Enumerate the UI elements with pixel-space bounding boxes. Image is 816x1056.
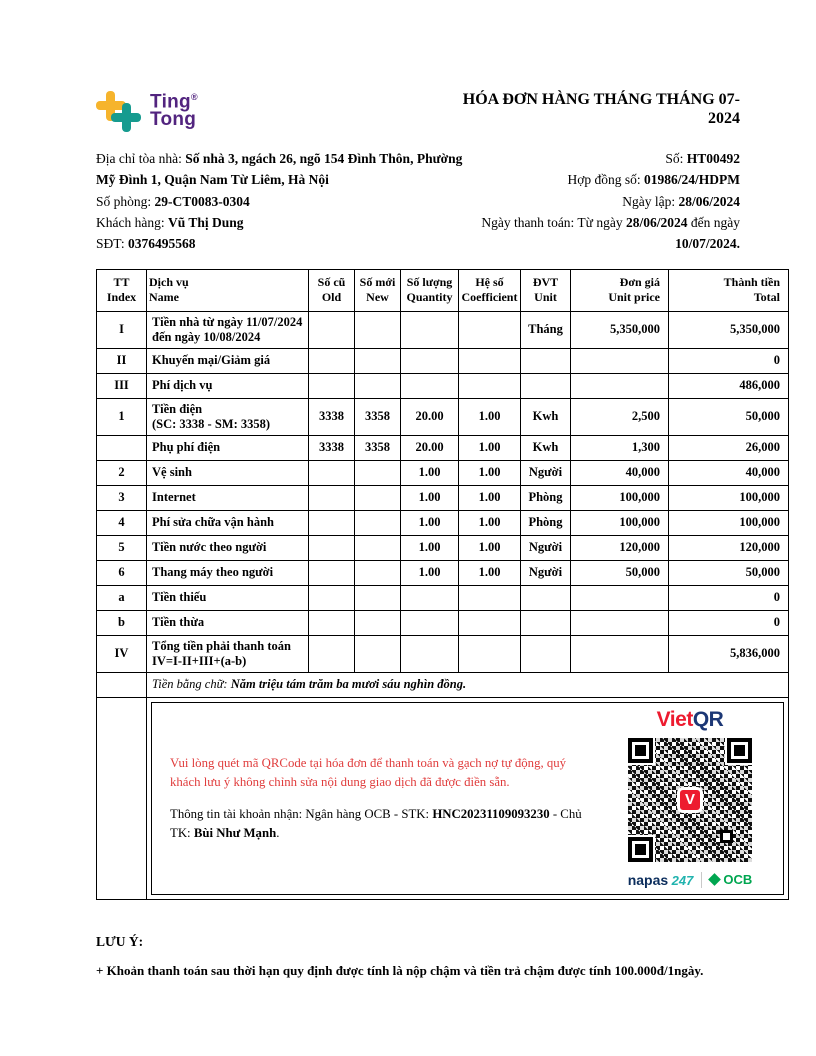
cell-new — [355, 348, 401, 373]
service-name: Tiền thiếu — [152, 590, 207, 605]
cell-coefficient: 1.00 — [459, 398, 521, 435]
table-row — [97, 535, 789, 560]
cell-total: 0 — [669, 610, 789, 635]
cell-tt: 3 — [97, 485, 147, 510]
payment-to: 10/07/2024. — [675, 236, 740, 252]
cell-name — [147, 610, 309, 635]
col-header-old: Số cũ Old — [309, 269, 355, 311]
cell-new: 3358 — [355, 435, 401, 460]
late-payment-note: + Khoản thanh toán sau thời hạn quy định được tính là nộp chậm và tiền trả chậm được tính 100.000đ/1ngày. — [96, 962, 704, 978]
cell-total: 486,000 — [669, 373, 789, 398]
cell-old — [309, 535, 355, 560]
cell-coefficient — [459, 610, 521, 635]
table-row — [97, 348, 789, 373]
cell-old: 3338 — [309, 435, 355, 460]
cell-unit — [521, 610, 571, 635]
address-value: Số nhà 3, ngách 26, ngõ 154 Đình Thôn, Phường Mỹ Đình 1, Quận Nam Từ Liêm, Hà Nội — [96, 151, 463, 188]
col-header-quantity: Số lượng Quantity — [401, 269, 459, 311]
cell-quantity — [401, 348, 459, 373]
amount-in-words-cell — [147, 672, 789, 697]
phone-line — [96, 233, 468, 254]
payment-from: 28/06/2024 — [626, 214, 688, 230]
cell-unit: Người — [521, 560, 571, 585]
cell-old — [309, 485, 355, 510]
service-name: Khuyến mại/Giảm giá — [152, 353, 271, 368]
col-header-new: Số mới New — [355, 269, 401, 311]
cell-quantity — [401, 373, 459, 398]
table-header-row — [97, 269, 789, 311]
table-row — [97, 485, 789, 510]
cell-name — [147, 435, 309, 460]
cell-old — [309, 585, 355, 610]
cell-total: 5,836,000 — [669, 635, 789, 672]
footer-notes — [96, 934, 788, 979]
service-name-line2: (SC: 3338 - SM: 3358) — [152, 416, 271, 431]
amount-in-words-row — [97, 672, 789, 697]
qr-account-info — [170, 805, 587, 842]
cell-name — [147, 585, 309, 610]
service-name: Tiền nước theo người — [152, 540, 267, 555]
cell-coefficient: 1.00 — [459, 535, 521, 560]
cell-old — [309, 311, 355, 348]
cell-tt: b — [97, 610, 147, 635]
napas-logo: napas 247 — [627, 871, 694, 888]
account-mid: - Chủ TK: — [170, 807, 582, 840]
table-row — [97, 435, 789, 460]
cell-quantity — [401, 585, 459, 610]
service-name: Tiền thừa — [152, 615, 205, 630]
cell-old — [309, 373, 355, 398]
qr-box — [151, 702, 784, 895]
cell-tt — [97, 435, 147, 460]
cell-tt: 2 — [97, 460, 147, 485]
qr-finder-bottom-left — [628, 837, 653, 862]
cell-unit: Kwh — [521, 435, 571, 460]
cell-quantity — [401, 311, 459, 348]
invoice-info — [96, 148, 788, 255]
cell-unit — [521, 635, 571, 672]
qr-finder-top-left — [628, 738, 653, 763]
cell-total: 50,000 — [669, 398, 789, 435]
qr-instructions — [152, 703, 605, 894]
qr-code — [623, 733, 757, 867]
cell-unit-price — [571, 373, 669, 398]
building-address-line — [96, 148, 468, 191]
ocb-logo — [710, 872, 752, 887]
col-header-unit: ĐVT Unit — [521, 269, 571, 311]
service-name: Thang máy theo người — [152, 565, 274, 580]
col-header-total: Thành tiền Total — [669, 269, 789, 311]
cell-unit — [521, 373, 571, 398]
table-row — [97, 560, 789, 585]
cell-new — [355, 311, 401, 348]
logo-word2: Tong — [150, 109, 197, 131]
cell-unit-price — [571, 610, 669, 635]
issue-date-label: Ngày lập: — [622, 193, 679, 209]
service-name-line2: IV=I-II+III+(a-b) — [152, 653, 247, 668]
cell-new — [355, 610, 401, 635]
cell-coefficient — [459, 373, 521, 398]
cell-total: 0 — [669, 585, 789, 610]
cell-name — [147, 311, 309, 348]
cell-unit — [521, 585, 571, 610]
cell-quantity: 1.00 — [401, 535, 459, 560]
table-row — [97, 460, 789, 485]
note-title: LƯU Ý: — [96, 933, 144, 949]
service-name: Vệ sinh — [152, 465, 192, 480]
cell-old: 3338 — [309, 398, 355, 435]
cell-new — [355, 510, 401, 535]
cell-name — [147, 635, 309, 672]
payment-period-line — [468, 212, 740, 255]
cell-tt-empty — [97, 697, 147, 899]
customer-label: Khách hàng: — [96, 214, 168, 230]
cell-name — [147, 510, 309, 535]
customer-value: Vũ Thị Dung — [167, 214, 244, 230]
cell-quantity: 1.00 — [401, 510, 459, 535]
cell-new — [355, 560, 401, 585]
cell-unit: Người — [521, 460, 571, 485]
qr-alignment-square — [720, 830, 733, 843]
cell-unit-price — [571, 348, 669, 373]
cell-quantity: 1.00 — [401, 485, 459, 510]
ocb-logo-text: OCB — [723, 872, 753, 888]
col-header-index: TT Index — [97, 269, 147, 311]
table-row — [97, 510, 789, 535]
cell-total: 0 — [669, 348, 789, 373]
cell-name — [147, 398, 309, 435]
cell-tt: IV — [97, 635, 147, 672]
cell-quantity: 20.00 — [401, 435, 459, 460]
invoice-number-line — [468, 148, 740, 169]
cell-tt: 6 — [97, 560, 147, 585]
cell-old — [309, 460, 355, 485]
cell-tt: 1 — [97, 398, 147, 435]
cell-quantity — [401, 610, 459, 635]
info-left-column — [96, 148, 468, 255]
logo-teal-bar-v — [122, 103, 131, 132]
cell-unit: Phòng — [521, 485, 571, 510]
cell-total: 26,000 — [669, 435, 789, 460]
cell-quantity: 1.00 — [401, 460, 459, 485]
cell-total: 40,000 — [669, 460, 789, 485]
cell-unit-price: 40,000 — [571, 460, 669, 485]
cell-new — [355, 460, 401, 485]
cell-unit-price: 100,000 — [571, 510, 669, 535]
service-name: Phí sửa chữa vận hành — [152, 515, 274, 530]
tingtong-logo — [96, 90, 198, 132]
cell-unit: Kwh — [521, 398, 571, 435]
cell-total: 120,000 — [669, 535, 789, 560]
qr-section-row — [97, 697, 789, 899]
cell-unit-price: 120,000 — [571, 535, 669, 560]
cell-new — [355, 535, 401, 560]
cell-coefficient: 1.00 — [459, 510, 521, 535]
cell-quantity — [401, 635, 459, 672]
service-name: Phí dịch vụ — [152, 378, 213, 393]
cell-name — [147, 535, 309, 560]
cell-tt-empty — [97, 672, 147, 697]
ocb-diamond-icon — [709, 873, 722, 886]
header — [96, 90, 788, 132]
address-label: Địa chỉ tòa nhà: — [96, 151, 186, 166]
cell-unit-price: 5,350,000 — [571, 311, 669, 348]
cell-name — [147, 560, 309, 585]
service-name: Phụ phí điện — [152, 440, 221, 455]
invoice-number-value: HT00492 — [686, 151, 740, 166]
cell-old — [309, 610, 355, 635]
table-row-grand-total — [97, 635, 789, 672]
contract-label: Hợp đồng số: — [567, 172, 644, 188]
table-row — [97, 373, 789, 398]
issue-date-value: 28/06/2024 — [678, 193, 740, 209]
info-right-column — [468, 148, 788, 255]
cell-unit-price: 1,300 — [571, 435, 669, 460]
cell-new: 3358 — [355, 398, 401, 435]
tingtong-logo-icon — [96, 90, 142, 132]
amount-in-words-value: Năm triệu tám trăm ba mươi sáu nghìn đồng. — [230, 677, 467, 692]
account-number: HNC20231109093230 — [432, 807, 550, 822]
cell-tt: a — [97, 585, 147, 610]
payment-network-logos — [628, 872, 753, 888]
cell-total: 100,000 — [669, 485, 789, 510]
service-name: Internet — [152, 490, 196, 505]
cell-tt: I — [97, 311, 147, 348]
qr-section-cell — [147, 697, 789, 899]
table-row — [97, 585, 789, 610]
qr-payment-block — [605, 703, 783, 894]
cell-coefficient — [459, 585, 521, 610]
issue-date-line — [468, 191, 740, 212]
room-value: 29-CT0083-0304 — [154, 193, 250, 209]
phone-value: 0376495568 — [127, 236, 196, 252]
contract-value: 01986/24/HDPM — [644, 172, 740, 188]
registered-mark: ® — [190, 91, 198, 102]
cell-tt: 4 — [97, 510, 147, 535]
cell-unit: Phòng — [521, 510, 571, 535]
service-name: Tiền nhà từ ngày 11/07/2024 đến ngày 10/08/2024 — [152, 314, 303, 344]
cell-new — [355, 485, 401, 510]
cell-quantity: 20.00 — [401, 398, 459, 435]
cell-name — [147, 460, 309, 485]
cell-total: 5,350,000 — [669, 311, 789, 348]
cell-old — [309, 348, 355, 373]
service-name: Tiền điện — [152, 401, 203, 416]
vietqr-logo — [657, 709, 724, 730]
cell-quantity: 1.00 — [401, 560, 459, 585]
col-header-coefficient: Hệ số Coefficient — [459, 269, 521, 311]
cell-new — [355, 635, 401, 672]
account-dot: . — [276, 825, 280, 840]
invoice-title: HÓA ĐƠN HÀNG THÁNG THÁNG 07-2024 — [462, 91, 740, 128]
vietqr-center-icon: V — [677, 787, 703, 813]
room-label: Số phòng: — [96, 193, 155, 209]
cell-tt: III — [97, 373, 147, 398]
cell-new — [355, 585, 401, 610]
logo-divider — [701, 872, 702, 888]
cell-unit: Người — [521, 535, 571, 560]
cell-unit-price: 100,000 — [571, 485, 669, 510]
invoice-number-label: Số: — [665, 151, 687, 166]
tingtong-wordmark — [150, 93, 198, 129]
cell-coefficient: 1.00 — [459, 460, 521, 485]
cell-coefficient: 1.00 — [459, 560, 521, 585]
room-line — [96, 191, 468, 212]
phone-label: SĐT: — [96, 236, 128, 252]
cell-total: 50,000 — [669, 560, 789, 585]
cell-name — [147, 373, 309, 398]
contract-line — [468, 169, 740, 190]
service-name: Tổng tiền phải thanh toán — [152, 638, 291, 653]
cell-unit — [521, 348, 571, 373]
payment-sep: đến ngày — [687, 214, 740, 230]
customer-line — [96, 212, 468, 233]
invoice-table — [96, 269, 789, 900]
cell-unit: Tháng — [521, 311, 571, 348]
account-holder: Bùi Như Mạnh — [193, 825, 277, 840]
cell-coefficient — [459, 635, 521, 672]
cell-name — [147, 485, 309, 510]
cell-old — [309, 635, 355, 672]
cell-coefficient: 1.00 — [459, 435, 521, 460]
table-row — [97, 311, 789, 348]
payment-label: Ngày thanh toán: Từ ngày — [481, 214, 626, 230]
logo-word1: Ting — [150, 91, 191, 113]
cell-tt: 5 — [97, 535, 147, 560]
table-row — [97, 398, 789, 435]
cell-old — [309, 560, 355, 585]
cell-unit-price: 2,500 — [571, 398, 669, 435]
cell-coefficient — [459, 348, 521, 373]
qr-finder-top-right — [727, 738, 752, 763]
table-row — [97, 610, 789, 635]
cell-unit-price — [571, 585, 669, 610]
cell-coefficient: 1.00 — [459, 485, 521, 510]
cell-coefficient — [459, 311, 521, 348]
vietqr-word-viet: Viet — [656, 707, 693, 731]
cell-unit-price — [571, 635, 669, 672]
cell-old — [309, 510, 355, 535]
cell-total: 100,000 — [669, 510, 789, 535]
cell-new — [355, 373, 401, 398]
cell-unit-price: 50,000 — [571, 560, 669, 585]
amount-in-words-label: Tiền bằng chữ: — [152, 677, 231, 692]
col-header-name: Dịch vụ Name — [147, 269, 309, 311]
cell-tt: II — [97, 348, 147, 373]
qr-warning-text: Vui lòng quét mã QRCode tại hóa đơn để thanh toán và gạch nợ tự động, quý khách lưu ý không chỉnh sửa nội dung giao dịch đã được điền sẵn. — [170, 756, 567, 789]
vietqr-word-qr: QR — [692, 707, 724, 731]
col-header-unit-price: Đơn giá Unit price — [571, 269, 669, 311]
account-prefix: Thông tin tài khoản nhận: Ngân hàng OCB - STK: — [170, 807, 433, 822]
cell-name — [147, 348, 309, 373]
